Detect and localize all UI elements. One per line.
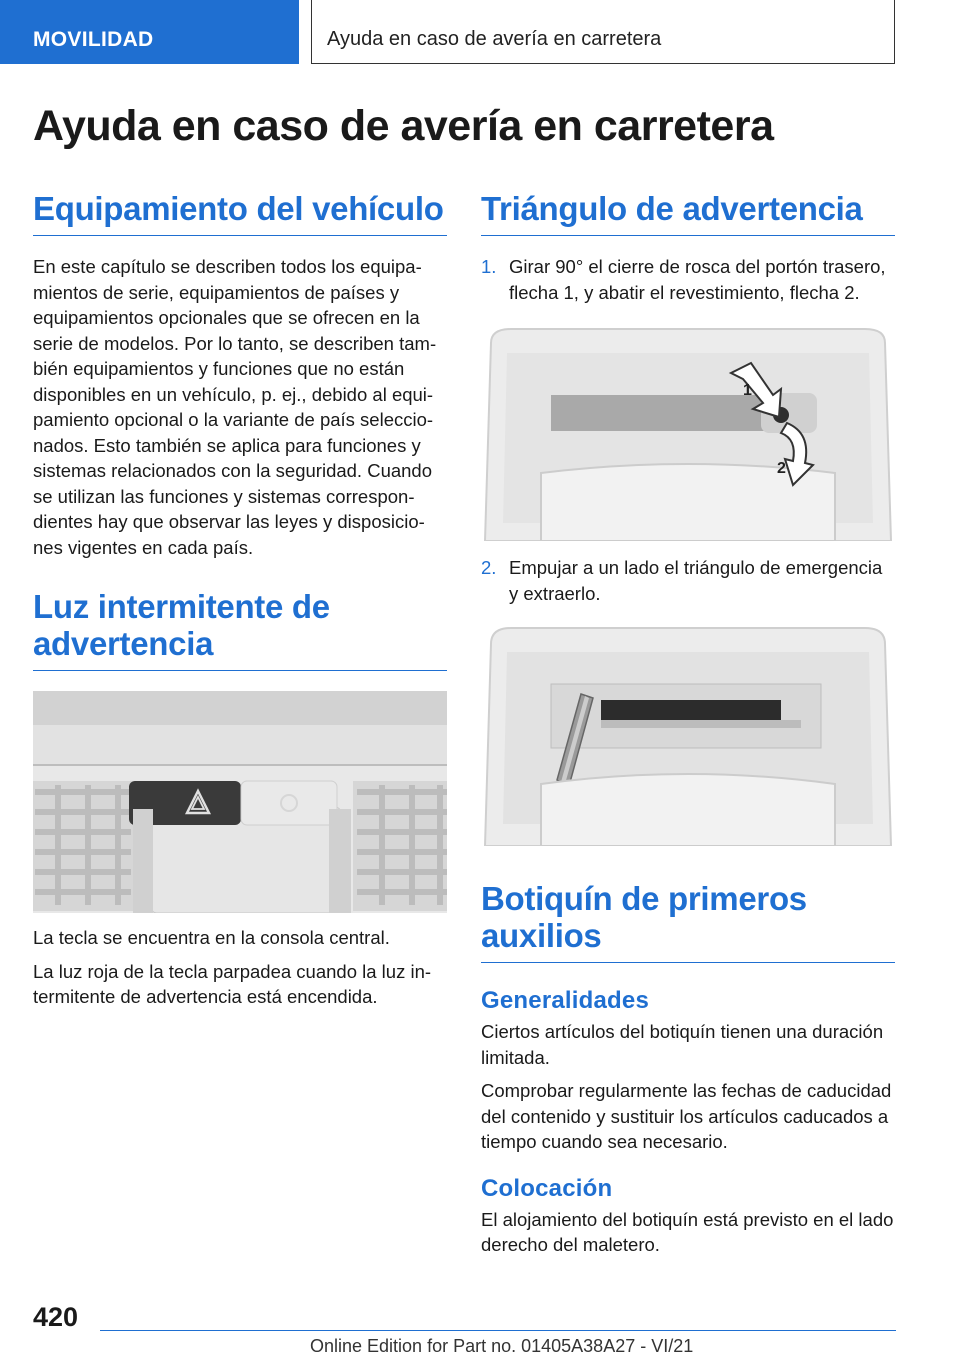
step-number: 2. [481,557,497,578]
page-header [0,0,960,66]
hazard-p2: La luz roja de la tecla parpadea cuando la luz intermitente de advertencia está encendida. [33,960,432,1007]
right-column [481,190,895,1258]
hazard-heading: Luz intermitente de advertencia [33,588,447,671]
page-title: Ayuda en caso de avería en carretera [33,102,774,150]
edition-note: Online Edition for Part no. 01405A38A27 - VI/21 [310,1336,694,1356]
hazard-p1: La tecla se encuentra en la consola central. [33,927,390,948]
general-p1: Ciertos artículos del botiquín tienen una duración limitada. [481,1021,884,1068]
svg-text:1: 1 [743,382,752,399]
footer-rule [100,1330,896,1331]
placement-p: El alojamiento del botiquín está previsto en el lado derecho del maletero. [481,1208,894,1255]
page-number: 420 [33,1302,79,1332]
placement-subheading: Colocación [481,1174,613,1202]
svg-text:2: 2 [777,460,786,477]
triangle-step-1 [481,254,895,305]
triangle-figure [481,624,895,846]
triangle-illustration [481,624,895,846]
tailgate-illustration [481,323,895,541]
triangle-step-2 [481,555,895,606]
section-tab: MOVILIDAD [0,0,299,64]
step-text: Empujar a un lado el triángulo de emergencia y extraerlo. [509,557,883,604]
general-p2: Comprobar regularmente las fechas de caducidad del contenido y sustituir los artículos caducados a tiempo cuando sea necesario. [481,1080,892,1152]
equipment-body: En este capítulo se describen todos los equipamientos de serie, equipamientos de países y equipamientos opcionales que se ofrecen en la serie de modelos. Por lo tanto, se describen también equipamientos y funciones que no están disponibles en un vehículo, p. ej., debido al equipamiento opcional o la variante de país seleccionados. Esto también se aplica para funciones y sistemas relacionados con la seguridad. Cuando se utilizan las funciones y sistemas correspondientes hay que observar las leyes y disposiciones vigentes en cada país. [33,256,437,558]
triangle-heading: Triángulo de advertencia [481,190,895,236]
chapter-title: Ayuda en caso de avería en carretera [311,0,895,64]
step-number: 1. [481,256,497,277]
page-footer [0,1290,960,1362]
hazard-button-figure [33,691,447,913]
general-subheading: Generalidades [481,987,650,1014]
console-illustration [33,691,447,913]
equipment-heading: Equipamiento del vehículo [33,190,447,236]
firstaid-heading: Botiquín de primeros auxilios [481,880,895,963]
right-vent [353,781,447,911]
left-column [33,190,447,1010]
warning-triangle-case [601,700,781,720]
step-text: Girar 90° el cierre de rosca del portón trasero, flecha 1, y abatir el revestimiento, flecha 2. [509,256,886,303]
tailgate-figure [481,323,895,541]
left-vent [33,781,133,911]
